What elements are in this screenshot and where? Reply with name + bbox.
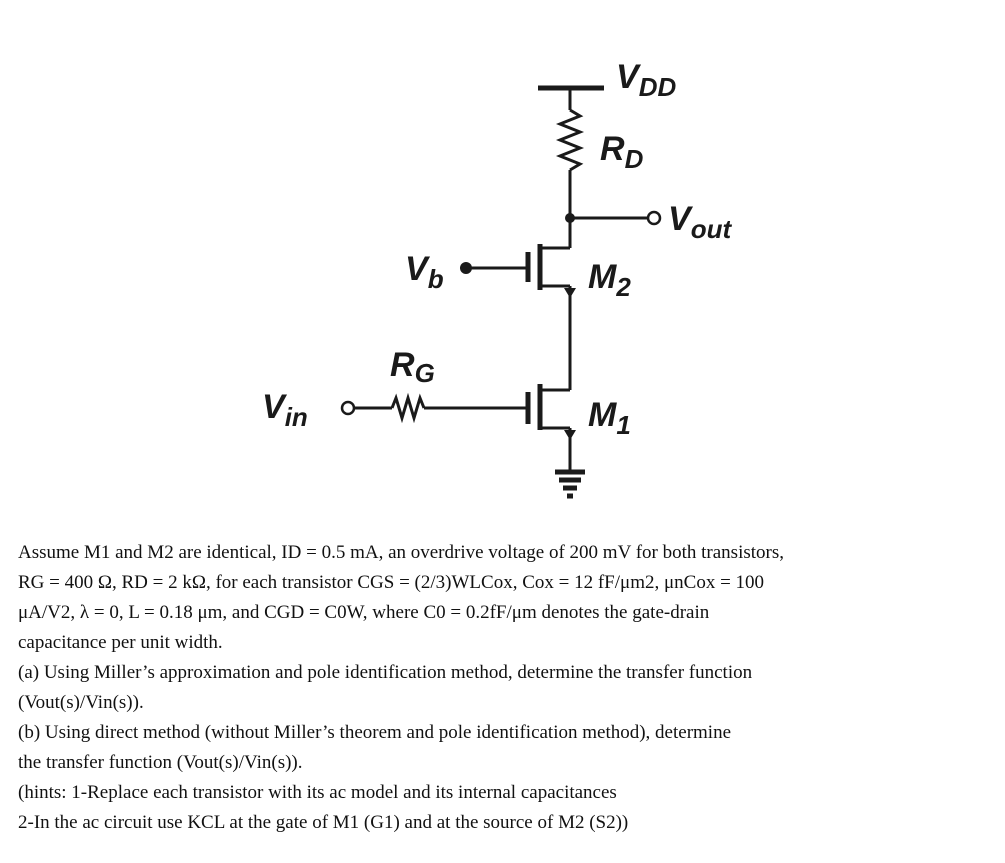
rd-resistor xyxy=(560,110,580,170)
problem-statement xyxy=(18,538,993,838)
rg-label: RG xyxy=(390,346,435,388)
problem-line: capacitance per unit width. xyxy=(18,632,223,653)
problem-line: μA/V2, λ = 0, L = 0.18 μm, and CGD = C0W, where C0 = 0.2fF/μm denotes the gate-drain xyxy=(18,602,710,623)
vout-label: $V_{out}$ xyxy=(668,200,732,244)
rd-label: $R_D$ xyxy=(600,130,644,174)
problem-line: RG = 400 Ω, RD = 2 kΩ, for each transistor CGS = (2/3)WLCox, Cox = 12 fF/μm2, μnCox = 100 xyxy=(18,572,765,593)
problem-line: (Vout(s)/Vin(s)). xyxy=(18,692,144,713)
m1-label: $M_1$ xyxy=(588,396,631,440)
problem-line: (a) Using Miller’s approximation and pole identification method, determine the transfer function xyxy=(18,662,753,683)
problem-line: (b) Using direct method (without Miller’s theorem and pole identification method), determine xyxy=(18,722,732,743)
rg-resistor xyxy=(392,398,424,418)
vb-label: $V_b$ xyxy=(405,250,444,294)
problem-line: Assume M1 and M2 are identical, ID = 0.5 mA, an overdrive voltage of 200 mV for both transistors, xyxy=(18,542,784,563)
problem-line: the transfer function (Vout(s)/Vin(s)). xyxy=(18,752,303,773)
problem-line: 2-In the ac circuit use KCL at the gate of M1 (G1) and at the source of M2 (S2)) xyxy=(18,812,629,833)
vout-terminal xyxy=(648,212,660,224)
ground-symbol xyxy=(555,472,585,496)
problem-line: (hints: 1-Replace each transistor with its ac model and its internal capacitances xyxy=(18,782,617,803)
vin-label: $V_{in}$ xyxy=(262,388,308,432)
m2-label: $M_2$ xyxy=(588,258,631,302)
vin-terminal xyxy=(342,402,354,414)
vdd-label: $V_{DD}$ xyxy=(616,58,677,102)
